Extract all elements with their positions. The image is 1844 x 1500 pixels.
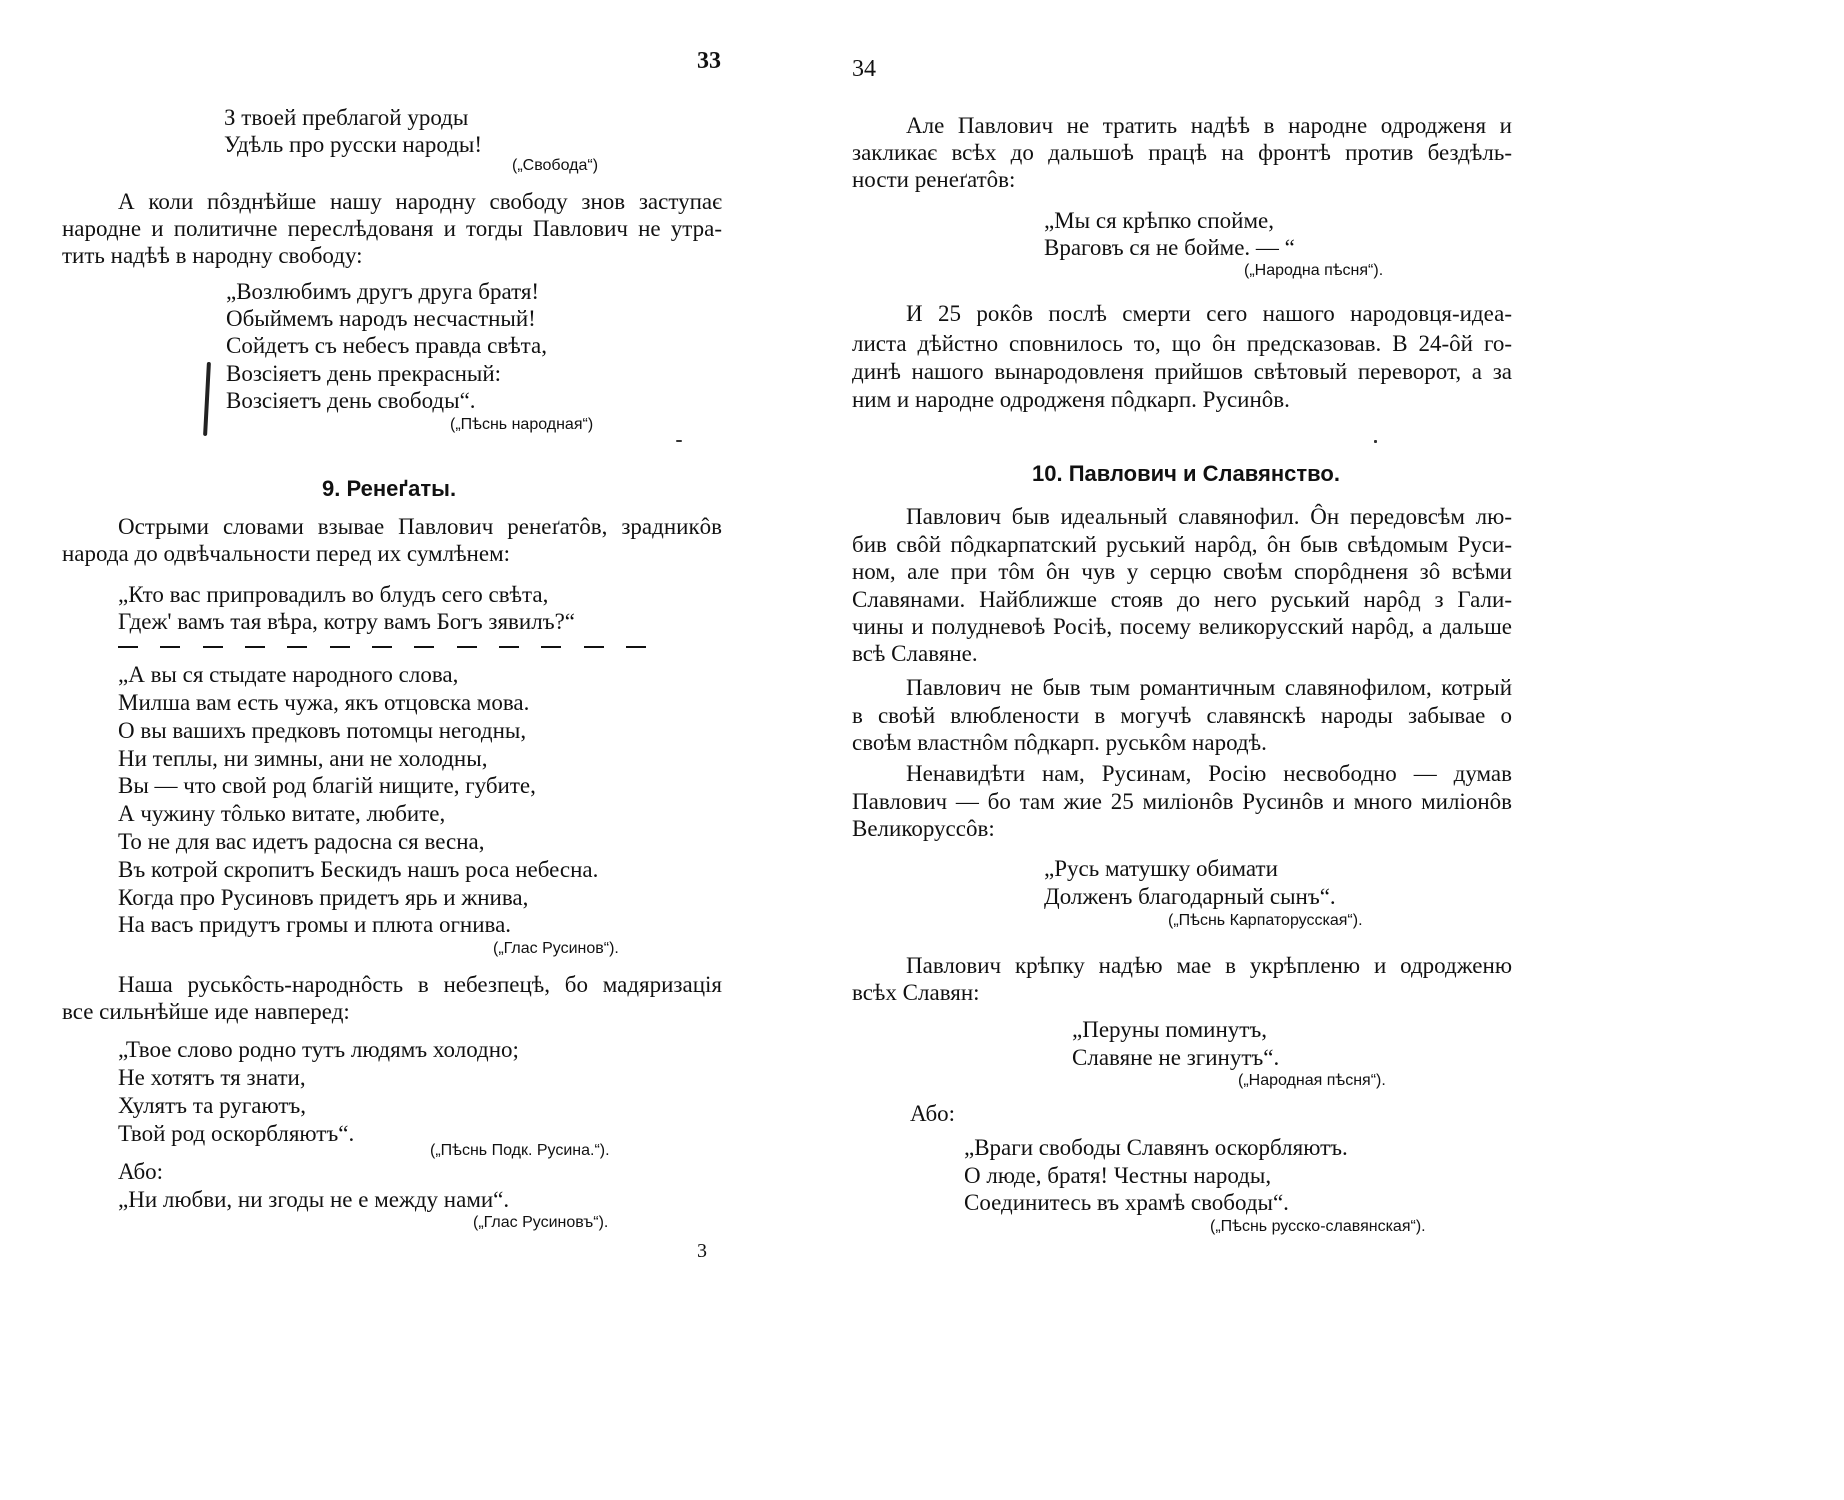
- dash: [372, 646, 392, 648]
- poem-line: Гдеж' вамъ тая вѣра, котру вамъ Богъ зявилъ?“: [118, 609, 576, 634]
- source-citation: („Пѣснь русско-славянская“).: [1210, 1218, 1426, 1235]
- paragraph-line: Але Павлович не тратить надѣѣ в народне одродженя и: [906, 113, 1512, 138]
- paragraph-line: своѣм властнôм пôдкарп. руськôм народѣ.: [852, 730, 1267, 755]
- poem-line: „Русь матушку обимати: [1044, 856, 1278, 881]
- page-number: 33: [697, 48, 721, 74]
- poem-line: Когда про Русиновъ придетъ ярь и жнива,: [118, 885, 529, 910]
- poem-line: Соединитесь въ храмѣ свободы“.: [964, 1190, 1289, 1215]
- dash: [245, 646, 265, 648]
- poem-line: Удѣль про русски народы!: [224, 132, 483, 157]
- ellipsis-dashes: [118, 646, 646, 648]
- poem-line: Не хотятъ тя знати,: [118, 1065, 306, 1090]
- poem-line: Твой род оскорбляютъ“.: [118, 1121, 355, 1146]
- section-heading: 10. Павлович и Славянство.: [1032, 461, 1340, 486]
- dash: [414, 646, 434, 648]
- poem-line: „Перуны поминутъ,: [1072, 1017, 1267, 1042]
- poem-line: Возсіяетъ день свободы“.: [226, 388, 476, 413]
- paragraph-line: чины и полудневоѣ Росіѣ, посему великорусский нарôд, а дальше: [852, 614, 1512, 639]
- poem-line: А чужину тôлько витате, любите,: [118, 801, 446, 826]
- paragraph-line: Наша руськôсть-народнôсть в небезпецѣ, бо мадяризація: [118, 972, 722, 997]
- pencil-margin-mark: [203, 362, 211, 436]
- paragraph-line: Острыми словами взывае Павлович ренеґатôв, зрадникôв: [118, 514, 722, 539]
- dash: [118, 646, 138, 648]
- signature-mark: 3: [697, 1240, 707, 1262]
- paragraph-line: ном, але при тôм ôн чув у серцю своѣм спорôдненя зô всѣми: [852, 559, 1512, 584]
- paragraph-line: динѣ нашого вынародовленя прийшов свѣтовый переворот, а за: [852, 359, 1512, 384]
- paragraph-line: ности ренеґатôв:: [852, 167, 1016, 192]
- source-citation: („Пѣснь Подк. Русина.“).: [430, 1142, 610, 1159]
- poem-line: „Возлюбимъ другъ друга братя!: [226, 279, 540, 304]
- poem-line: Вы — что свой род благій нищите, губите,: [118, 773, 536, 798]
- poem-line: То не для вас идетъ радосна ся весна,: [118, 829, 485, 854]
- dash: [626, 646, 646, 648]
- paragraph-line: в своѣй влюблености в могучѣ славянскѣ народы забывае о: [852, 703, 1512, 728]
- paragraph-line: Великоруссôв:: [852, 816, 995, 841]
- poem-line: О люде, братя! Честны народы,: [964, 1163, 1272, 1188]
- paragraph-line: Павлович крѣпку надѣю мае в укрѣпленю и одродженю: [906, 953, 1512, 978]
- paragraph-line: Павлович не быв тым романтичным славянофилом, котрый: [906, 675, 1512, 700]
- poem-line: О вы вашихъ предковъ потомцы негодны,: [118, 718, 527, 743]
- paragraph-line: всѣ Славяне.: [852, 641, 978, 666]
- poem-line: „Ни любви, ни згоды не е между нами“.: [118, 1187, 510, 1212]
- poem-line: „Враги свободы Славянъ оскорбляютъ.: [964, 1135, 1348, 1160]
- poem-line: Сойдетъ съ небесъ правда свѣта,: [226, 333, 547, 358]
- dash: [287, 646, 307, 648]
- poem-line: Ни теплы, ни зимны, ани не холодны,: [118, 746, 488, 771]
- abo-label: Або:: [910, 1101, 956, 1126]
- poem-line: Милша вам есть чужа, якъ отцовска мова.: [118, 690, 530, 715]
- dash: [541, 646, 561, 648]
- poem-line: „Кто вас припровадилъ во блудъ сего свѣта,: [118, 582, 549, 607]
- print-speck: [1374, 440, 1377, 443]
- abo-label: Або:: [118, 1159, 164, 1184]
- paragraph-line: всѣх Славян:: [852, 980, 980, 1005]
- source-citation: („Глас Русинов“).: [493, 940, 619, 957]
- paragraph-line: Ненавидѣти нам, Русинам, Росію несвободно — думав: [906, 761, 1512, 786]
- poem-line: Хулятъ та ругаютъ,: [118, 1093, 307, 1118]
- dash: [457, 646, 477, 648]
- paragraph-line: бив свôй пôдкарпатский руський нарôд, ôн быв свѣдомым Руси-: [852, 532, 1512, 557]
- poem-line: На васъ придутъ громы и плюта огнива.: [118, 912, 512, 937]
- dash: [499, 646, 519, 648]
- right-page: [852, 0, 1844, 1500]
- source-citation: („Народна пѣсня“).: [1244, 262, 1384, 279]
- dash: [584, 646, 604, 648]
- dash: [160, 646, 180, 648]
- print-speck: [676, 440, 682, 442]
- paragraph-line: закликає всѣх до дальшоѣ працѣ на фронтѣ против бездѣль-: [852, 140, 1512, 165]
- dash: [203, 646, 223, 648]
- paragraph-line: народне и политичне переслѣдованя и тогды Павлович не утра-: [62, 216, 722, 241]
- dash: [330, 646, 350, 648]
- poem-line: Славяне не згинутъ“.: [1072, 1045, 1280, 1070]
- source-citation: („Пѣснь Карпаторусская“).: [1168, 912, 1363, 929]
- source-citation: („Пѣснь народная“): [450, 416, 594, 433]
- poem-line: Враговъ ся не бойме. — “: [1044, 235, 1295, 260]
- poem-line: З твоей преблагой уроды: [224, 105, 469, 130]
- paragraph-line: ним и народне одродженя пôдкарп. Русинôв.: [852, 387, 1290, 412]
- paragraph-line: Павлович — бо там жие 25 милiонôв Русинôв и много милiонôв: [852, 789, 1512, 814]
- poem-line: Обыймемъ народъ несчастный!: [226, 306, 536, 331]
- paragraph-line: И 25 рокôв послѣ смерти сего нашого народовця-идеа-: [906, 301, 1512, 326]
- paragraph-line: все сильнѣйше иде навперед:: [62, 999, 350, 1024]
- paragraph-line: тить надѣѣ в народну свободу:: [62, 243, 363, 268]
- source-citation: („Свобода“): [512, 157, 599, 174]
- source-citation: („Глас Русиновъ“).: [473, 1214, 609, 1231]
- page-number: 34: [852, 56, 876, 82]
- paragraph-line: листа дѣйстно сповнилось то, що ôн предсказовав. В 24-ôй го-: [852, 331, 1512, 356]
- section-heading: 9. Ренеґаты.: [322, 476, 457, 501]
- poem-line: „Твое слово родно тутъ людямъ холодно;: [118, 1037, 519, 1062]
- source-citation: („Народная пѣсня“).: [1238, 1072, 1386, 1089]
- paragraph-line: Павлович быв идеальный славянофил. Ôн передовсѣм лю-: [906, 504, 1512, 529]
- poem-line: „А вы ся стыдате народного слова,: [118, 662, 459, 687]
- paragraph-line: Славянами. Найближше стояв до него руський нарôд з Гали-: [852, 587, 1512, 612]
- poem-line: „Мы ся крѣпко спойме,: [1044, 208, 1274, 233]
- poem-line: Возсіяетъ день прекрасный:: [226, 361, 502, 386]
- poem-line: Въ котрой скропитъ Бескидъ нашъ роса небесна.: [118, 857, 599, 882]
- paragraph-line: народа до одвѣчальности перед их сумлѣнем:: [62, 541, 511, 566]
- paragraph-line: А коли пôзднѣйше нашу народну свободу знов заступає: [118, 189, 722, 214]
- poem-line: Долженъ благодарный сынъ“.: [1044, 884, 1336, 909]
